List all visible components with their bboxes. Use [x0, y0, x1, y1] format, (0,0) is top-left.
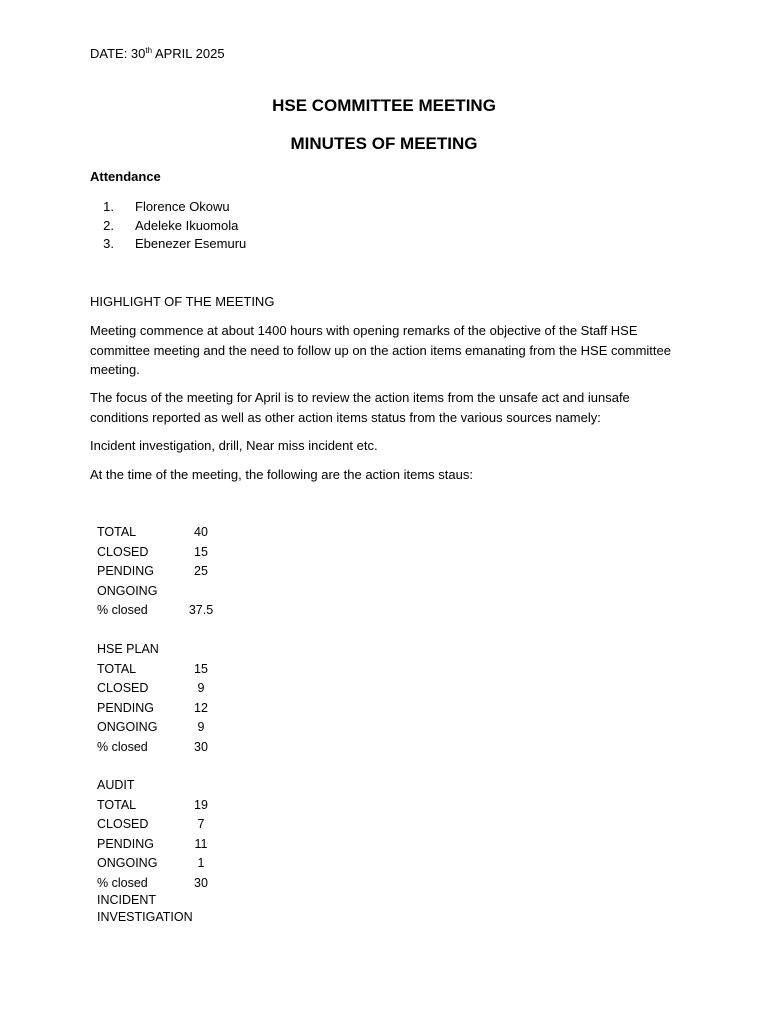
stat-row	[97, 660, 297, 680]
stat-value: 19	[194, 797, 208, 812]
stat-value: 7	[197, 817, 205, 831]
stat-row	[97, 874, 297, 894]
stat-label: % closed	[97, 739, 148, 754]
incident-investigation-heading: INCIDENT INVESTIGATION	[97, 893, 193, 924]
date-prefix: DATE: 30	[90, 46, 146, 61]
stat-value: 25	[194, 564, 208, 578]
stat-label: CLOSED	[97, 817, 149, 831]
stat-label: PENDING	[97, 700, 154, 715]
hse-plan-heading: HSE PLAN	[97, 642, 159, 656]
stat-label: CLOSED	[97, 681, 149, 695]
paragraph-focus: The focus of the meeting for April is to review the action items from the unsafe act and iunsafe conditions reported as well as other action items status from the various sources namely:	[90, 390, 630, 425]
stat-row	[97, 796, 297, 816]
attendance-number: 1.	[103, 199, 114, 214]
stat-label: TOTAL	[97, 525, 137, 539]
stat-row	[97, 543, 297, 563]
attendance-number: 2.	[103, 217, 114, 233]
stat-value: 15	[194, 661, 208, 676]
document-subtitle: MINUTES OF MEETING	[290, 134, 478, 153]
stat-row	[97, 718, 297, 738]
stat-value: 12	[194, 700, 208, 715]
stat-row	[97, 523, 297, 543]
paragraph-sources: Incident investigation, drill, Near miss incident etc.	[90, 438, 378, 453]
stat-label: ONGOING	[97, 720, 158, 734]
stat-label: ONGOING	[97, 856, 158, 870]
stat-label: % closed	[97, 603, 148, 617]
stat-label: % closed	[97, 875, 148, 890]
stat-value: 11	[194, 836, 208, 851]
stat-row	[97, 815, 297, 835]
meeting-date	[90, 46, 225, 61]
hse-plan-status-block	[97, 640, 297, 757]
attendee-name: Ebenezer Esemuru	[135, 236, 247, 251]
stat-value: 30	[194, 739, 208, 754]
stat-value: 40	[194, 525, 208, 539]
stat-row	[97, 679, 297, 699]
attendance-item	[90, 198, 246, 217]
stat-label: TOTAL	[97, 661, 137, 676]
stat-label: PENDING	[97, 564, 154, 578]
attendance-heading: Attendance	[90, 169, 161, 184]
stat-row	[97, 835, 297, 855]
stat-label: TOTAL	[97, 797, 137, 812]
date-suffix: APRIL 2025	[152, 46, 225, 61]
stat-value: 37.5	[188, 603, 214, 617]
paragraph-status-intro: At the time of the meeting, the following are the action items staus:	[90, 467, 473, 482]
stat-row	[97, 562, 297, 582]
attendee-name: Florence Okowu	[135, 199, 230, 214]
stat-row	[97, 699, 297, 719]
stat-value: 9	[197, 720, 205, 734]
stat-row	[97, 582, 297, 602]
highlight-heading: HIGHLIGHT OF THE MEETING	[90, 294, 275, 309]
stat-value: 1	[197, 856, 205, 870]
paragraph-opening: Meeting commence at about 1400 hours with opening remarks of the objective of the Staff HSE committee meeting and the need to follow up on the action items emanating from the HSE committee meeting.	[90, 323, 671, 377]
document-title: HSE COMMITTEE MEETING	[272, 96, 496, 115]
overall-status-block	[97, 523, 297, 621]
stat-value: 15	[194, 544, 208, 559]
stat-label: CLOSED	[97, 544, 149, 559]
attendance-item	[90, 217, 246, 236]
attendance-item	[90, 235, 246, 254]
attendance-list	[90, 198, 246, 254]
stat-label: ONGOING	[97, 583, 158, 598]
audit-heading: AUDIT	[97, 778, 135, 792]
stat-value: 9	[197, 681, 205, 695]
audit-status-block	[97, 776, 297, 893]
stat-row	[97, 854, 297, 874]
date-superscript: th	[145, 46, 153, 55]
stat-label: PENDING	[97, 836, 154, 851]
stat-value: 30	[194, 875, 208, 890]
attendance-number: 3.	[103, 236, 114, 251]
attendee-name: Adeleke Ikuomola	[135, 217, 239, 233]
stat-row	[97, 601, 297, 621]
stat-row	[97, 738, 297, 758]
